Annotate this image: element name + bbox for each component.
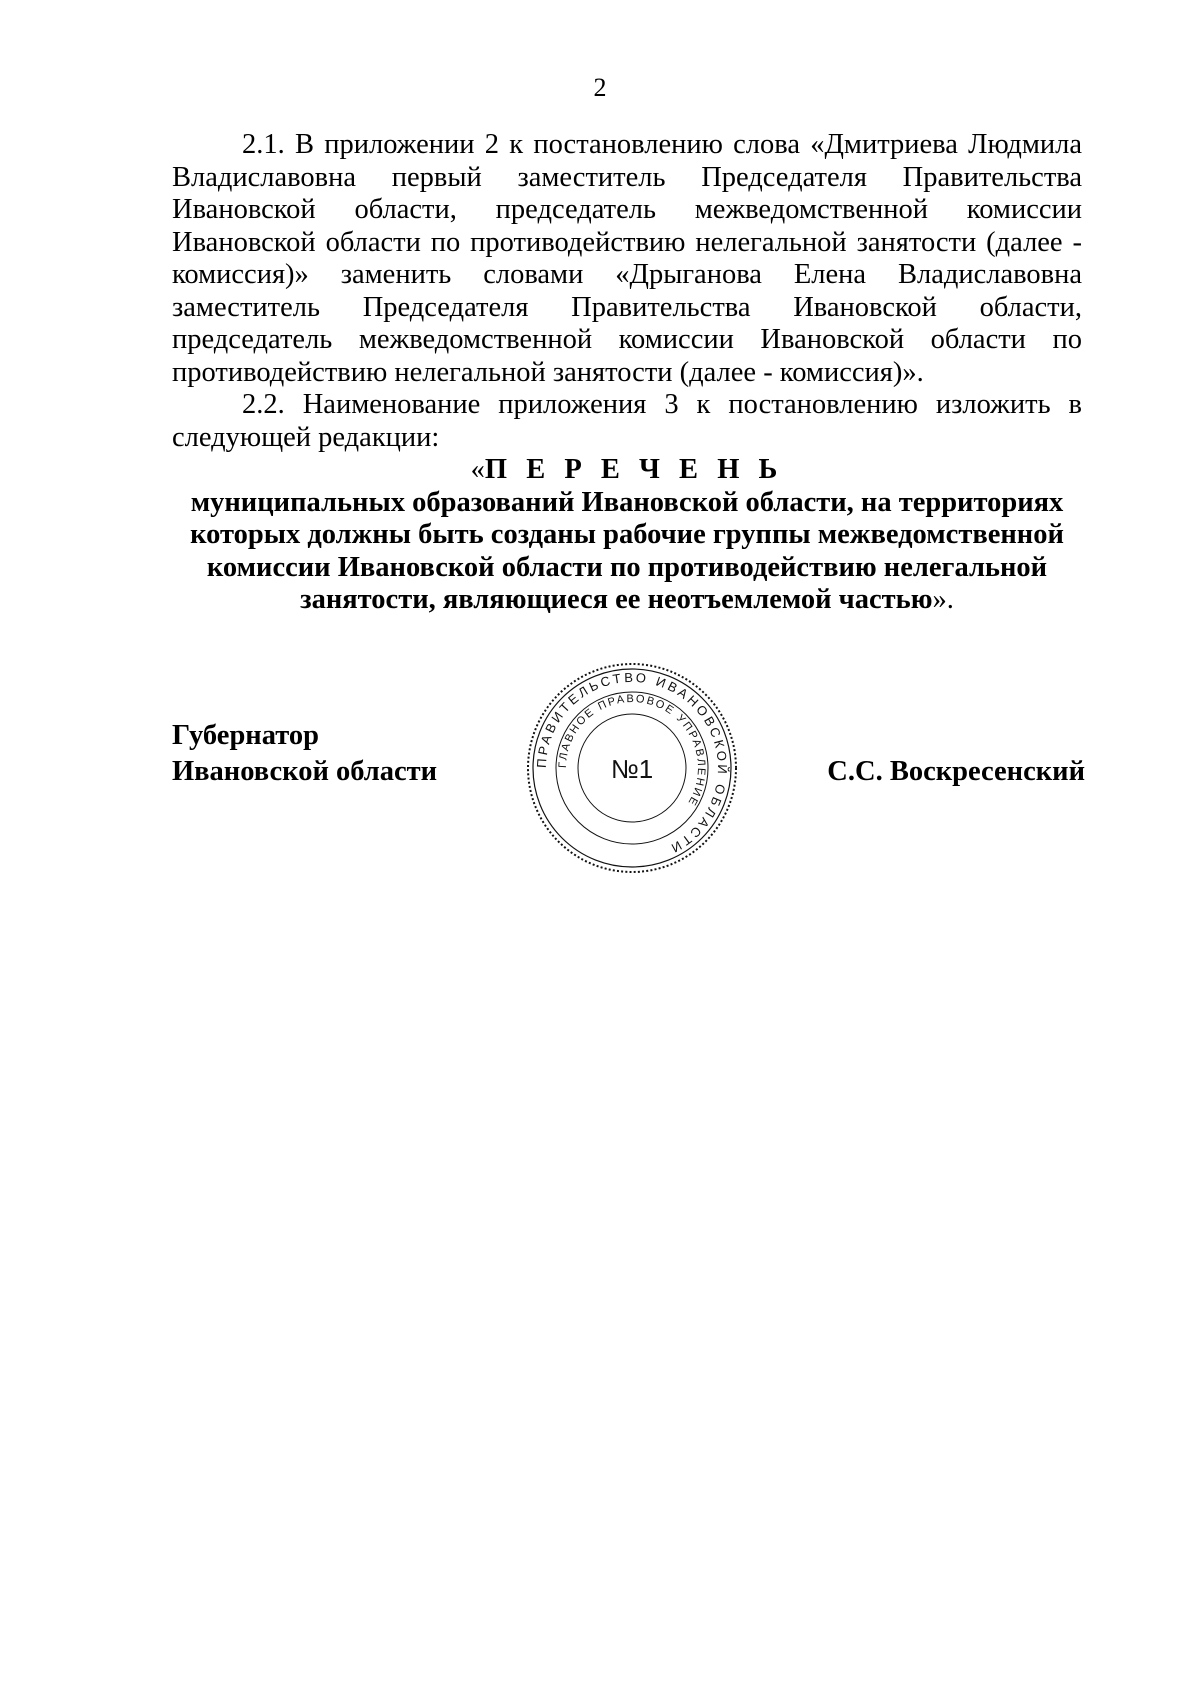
signatory-position-line-1: Губернатор <box>172 720 319 751</box>
heading-line-1: муниципальных образований Ивановской области, на территориях <box>190 486 1064 518</box>
paragraph-2-2: 2.2. Наименование приложения 3 к постановлению изложить в следующей редакции: <box>172 389 1082 453</box>
seal-inner-text-path: ГЛАВНОЕ ПРАВОВОЕ УПРАВЛЕНИЕ <box>556 692 708 809</box>
seal-inner-text <box>557 693 707 809</box>
seal-outer-text-path: ПРАВИТЕЛЬСТВО ИВАНОВСКОЙ ОБЛАСТИ <box>533 669 731 858</box>
paragraph-2-1: 2.1. В приложении 2 к постановлению слова «Дмитриева Людмила Владиславовна первый заместитель Председателя Правительства Ивановской области, председатель межведомственной комиссии Ивановской области по противодействию нелегальной занятости (далее - комиссия)» заменить словами «Дрыганова Елена Владиславовна заместитель Председателя Правительства Ивановской области, председатель межведомственной комиссии Ивановской области по противодействию нелегальной занятости (далее - комиссия)». <box>172 129 1082 388</box>
heading-line-2: которых должны быть созданы рабочие группы межведомственной <box>190 519 1064 550</box>
heading-open-quote: « <box>470 454 485 485</box>
document-body <box>172 129 1082 454</box>
seal-number: №1 <box>610 754 654 784</box>
heading-title-line <box>172 454 1082 487</box>
signatory-position-line-2: Ивановской области <box>172 756 438 787</box>
heading-title: П Е Р Е Ч Е Н Ь <box>484 454 784 485</box>
heading-line-4: занятости, являющиеся ее неотъемлемой частью <box>300 584 933 615</box>
official-seal-icon <box>522 658 742 878</box>
annex-heading <box>172 454 1082 617</box>
signatory-position <box>172 718 437 790</box>
signatory-name: С.С. Воскресенский <box>827 756 1085 787</box>
page-number: 2 <box>593 73 607 102</box>
heading-line-4-wrap <box>172 584 1082 617</box>
heading-close-quote: ». <box>932 584 954 615</box>
heading-line-3: комиссии Ивановской области по противодействию нелегальной <box>206 551 1048 583</box>
